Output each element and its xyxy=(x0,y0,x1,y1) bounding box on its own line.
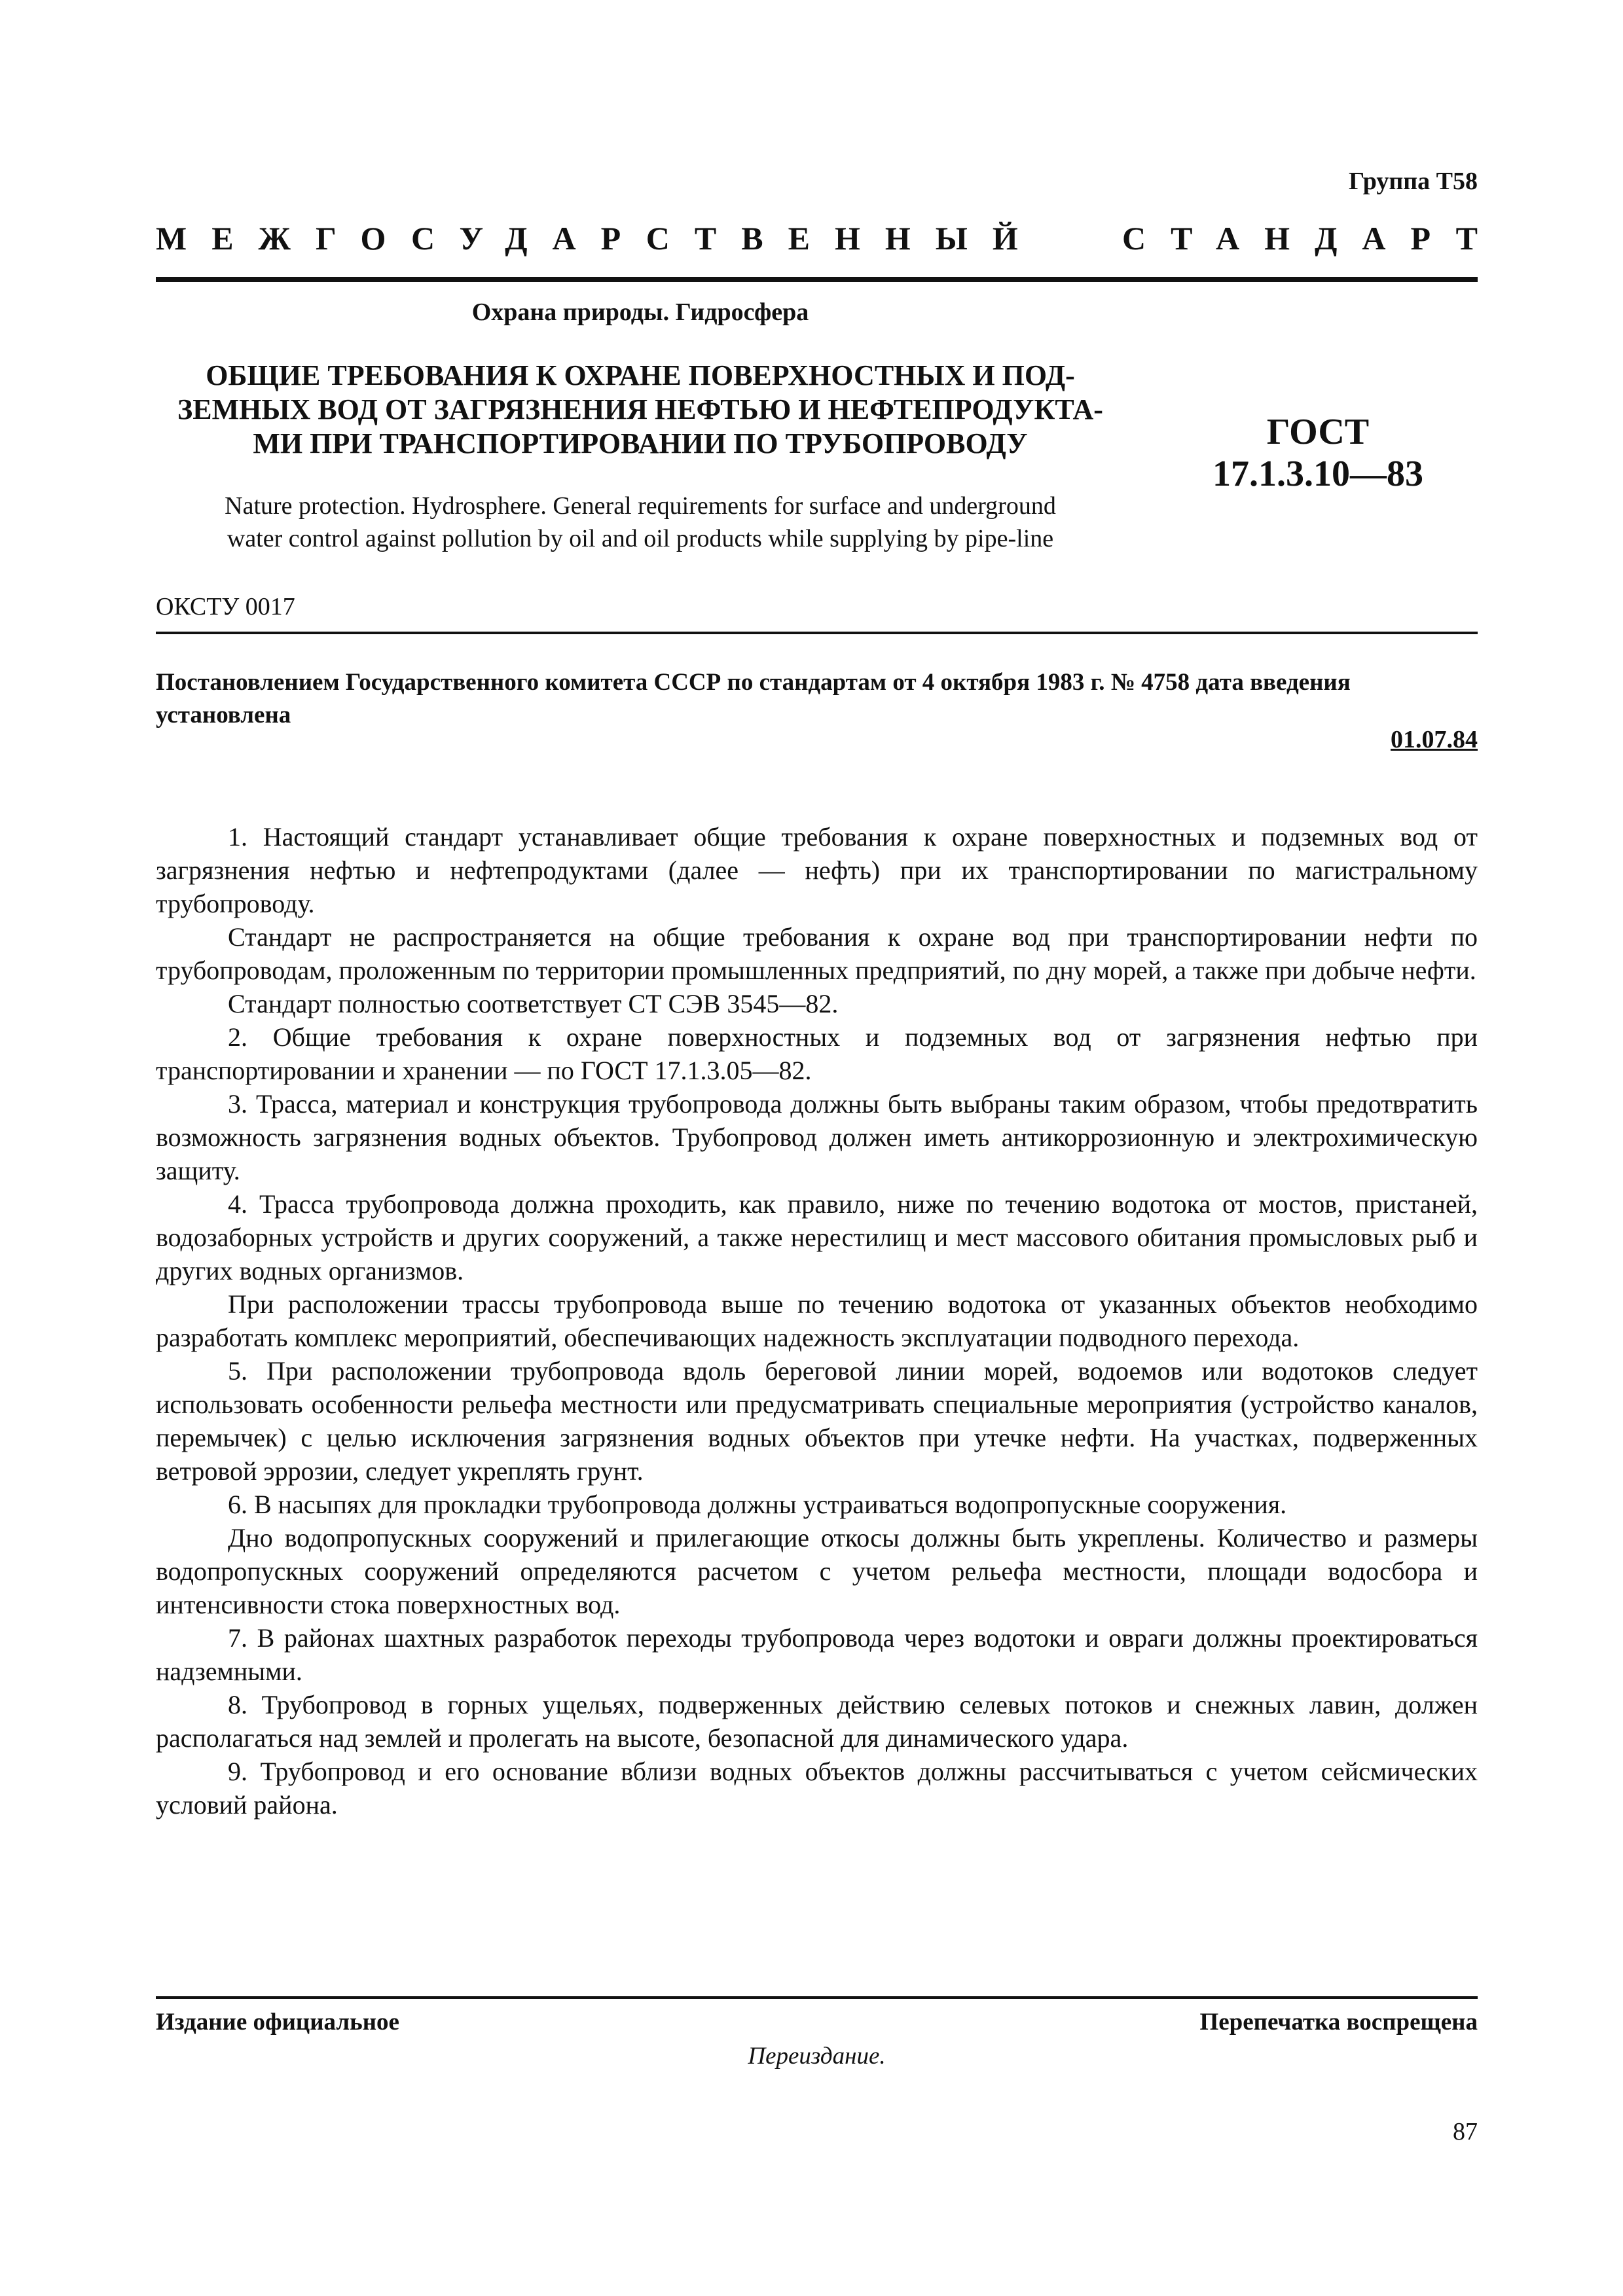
english-title xyxy=(156,490,1125,555)
paragraph: 9. Трубопровод и его основание вблизи водных объектов должны рассчитываться с учетом сейсмических условий района. xyxy=(156,1757,1478,1820)
page-number: 87 xyxy=(1453,2118,1478,2145)
paragraph: 2. Общие требования к охране поверхностных и подземных вод от загрязнения нефтью при транспортировании и хранении — по ГОСТ 17.1.3.05—82. xyxy=(156,1022,1478,1085)
gost-label: ГОСТ xyxy=(1266,412,1370,452)
paragraph: 3. Трасса, материал и конструкция трубопровода должны быть выбраны таким образом, чтобы предотвратить возможность загрязнения водных объектов. Трубопровод должен иметь антикоррозионную и электрохимическую защиту. xyxy=(156,1089,1478,1185)
interstate-standard-heading xyxy=(156,219,1503,257)
gost-designation xyxy=(1177,411,1459,495)
official-edition-label: Издание официальное xyxy=(156,2009,399,2036)
header-rule xyxy=(156,277,1478,282)
category-heading: Охрана природы. Гидросфера xyxy=(471,298,809,326)
paragraph: 8. Трубопровод в горных ущельях, подверженных действию селевых потоков и снежных лавин, должен располагаться над землей и пролегать на высоте, безопасной для динамического удара. xyxy=(156,1690,1478,1753)
standard-word: СТАНДАРТ xyxy=(1122,220,1503,257)
reissue-label: Переиздание. xyxy=(748,2043,886,2070)
paragraph: 4. Трасса трубопровода должна проходить, как правило, ниже по течению водотока от мостов, пристаней, водозаборных устройств и других сооружений, а также нерестилищ и мест массового обитания промысловых рыб и других водных организмов. xyxy=(156,1189,1478,1285)
gost-number: 17.1.3.10—83 xyxy=(1213,454,1423,494)
interstate-word: МЕЖГОСУДАРСТВЕННЫЙ xyxy=(156,220,1043,257)
decree-text: Постановлением Государственного комитета СССР по стандартам от 4 октября 1983 г. № 4758 дата введения установлена xyxy=(156,669,1351,728)
document-title xyxy=(156,359,1125,461)
body-text xyxy=(156,820,1478,1821)
paragraph: 7. В районах шахтных разработок переходы трубопровода через водотоки и овраги должны проектироваться надземными. xyxy=(156,1623,1478,1686)
paragraph: При расположении трассы трубопровода выше по течению водотока от указанных объектов необходимо разработать комплекс мероприятий, обеспечивающих надежность эксплуатации подводного перехода. xyxy=(156,1289,1478,1352)
english-title-line: water control against pollution by oil and oil products while supplying by pipe-line xyxy=(227,525,1054,552)
paragraph: 6. В насыпях для прокладки трубопровода должны устраиваться водопропускные сооружения. xyxy=(228,1490,1287,1519)
okstu-rule xyxy=(156,632,1478,634)
paragraph: 1. Настоящий стандарт устанавливает общие требования к охране поверхностных и подземных вод от загрязнения нефтью и нефтепродуктами (далее — нефть) при их транспортировании по магистральному трубопроводу. xyxy=(156,822,1478,918)
title-line: ЗЕМНЫХ ВОД ОТ ЗАГРЯЗНЕНИЯ НЕФТЬЮ И НЕФТЕПРОДУКТА- xyxy=(177,393,1103,425)
document-page xyxy=(156,0,1503,2296)
paragraph: Дно водопропускных сооружений и прилегающие откосы должны быть укреплены. Количество и размеры водопропускных сооружений определяются расчетом с учетом рельефа местности, площади водосбора и интенсивности стока поверхностных вод. xyxy=(156,1523,1478,1619)
introduction-date: 01.07.84 xyxy=(1391,726,1478,753)
paragraph: 5. При расположении трубопровода вдоль береговой линии морей, водоемов или водотоков следует использовать особенности рельефа местности или предусматривать специальные мероприятия (устройство каналов, перемычек) с целью исключения загрязнения водных объектов при утечке нефти. На участках, подверженных ветровой эррозии, следует укреплять грунт. xyxy=(156,1356,1478,1486)
okstu-code: ОКСТУ 0017 xyxy=(156,593,295,620)
paragraph: Стандарт не распространяется на общие требования к охране вод при транспортировании нефти по трубопроводам, проложенным по территории промышленных предприятий, по дну морей, а также при добыче нефти. xyxy=(156,922,1478,985)
english-title-line: Nature protection. Hydrosphere. General requirements for surface and underground xyxy=(225,492,1056,520)
paragraph: Стандарт полностью соответствует СТ СЭВ 3545—82. xyxy=(228,989,839,1018)
title-line: ОБЩИЕ ТРЕБОВАНИЯ К ОХРАНЕ ПОВЕРХНОСТНЫХ И ПОД- xyxy=(206,359,1075,391)
footer-rule xyxy=(156,1996,1478,1999)
reprint-prohibited-label: Перепечатка воспрещена xyxy=(1199,2009,1478,2036)
group-label: Группа Т58 xyxy=(1348,168,1478,195)
title-line: МИ ПРИ ТРАНСПОРТИРОВАНИИ ПО ТРУБОПРОВОДУ xyxy=(253,427,1028,459)
